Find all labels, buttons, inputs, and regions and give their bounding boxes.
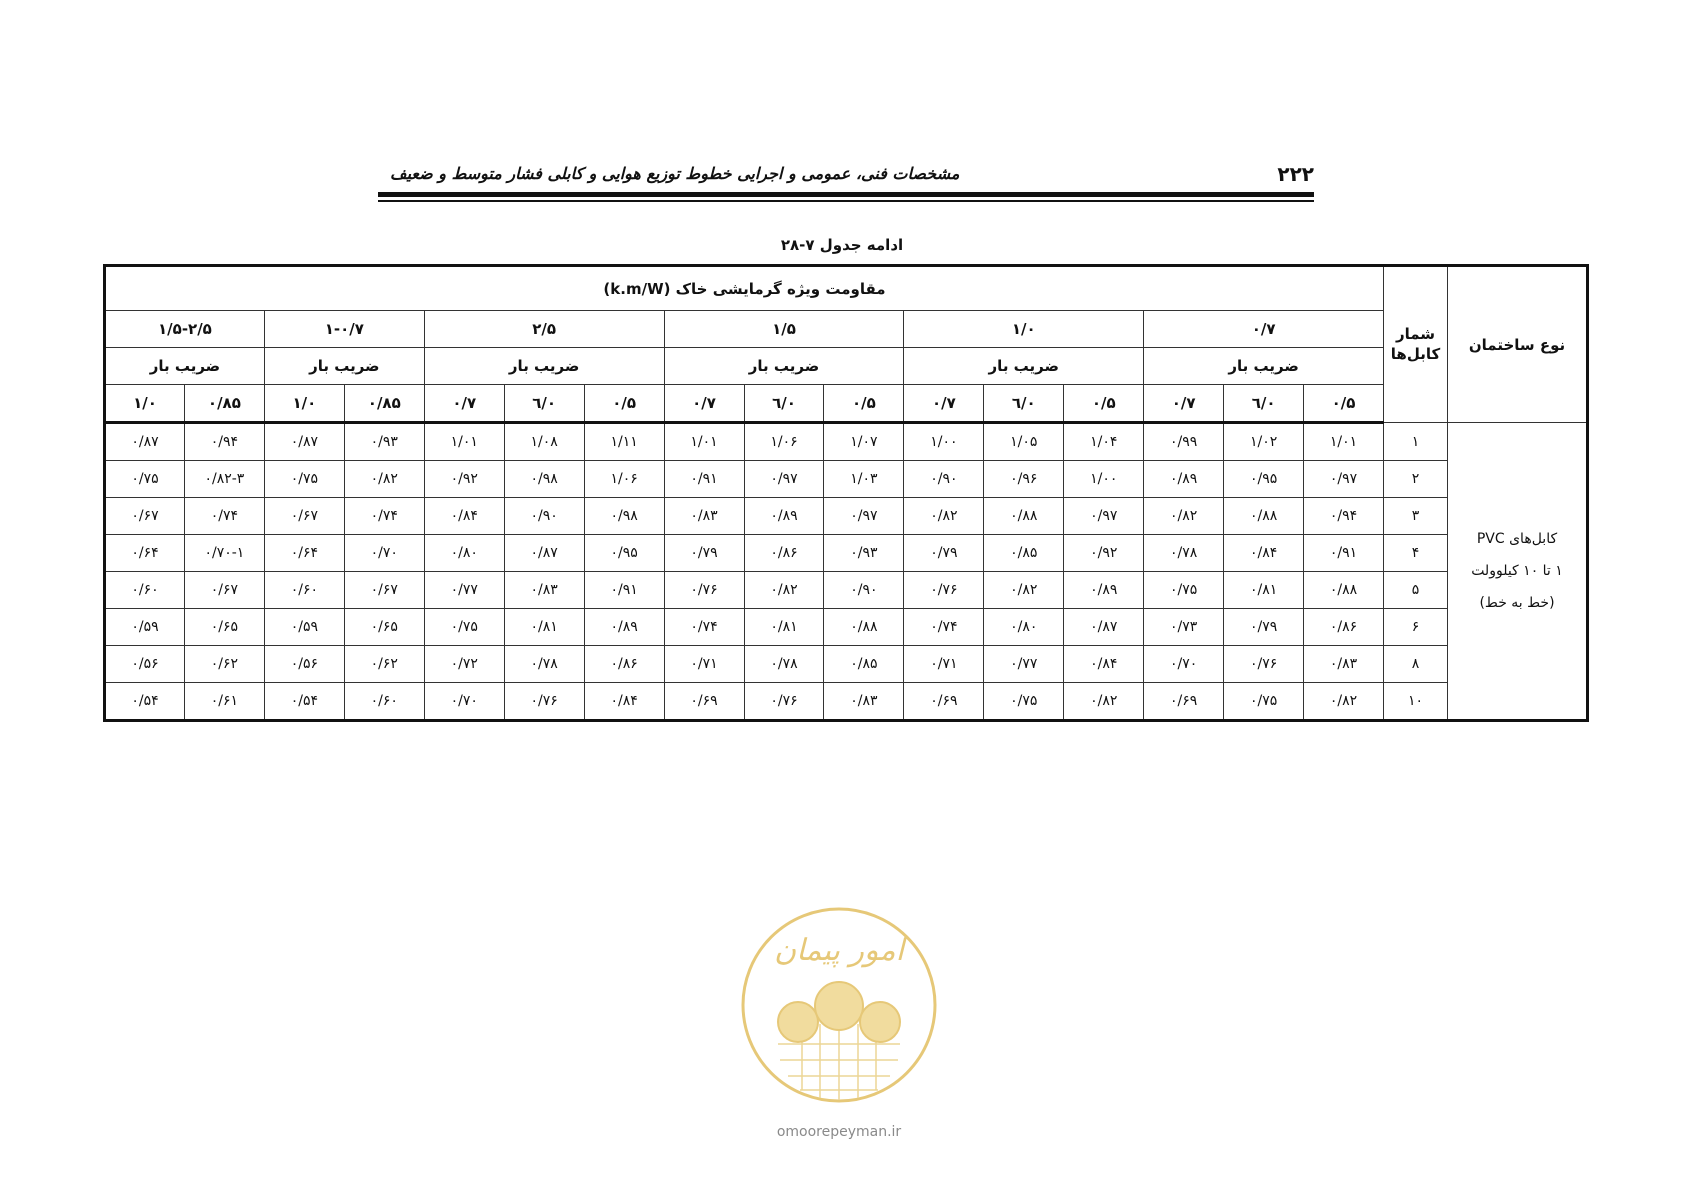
derating-factor-cell: ۰/۸۹ [1144,461,1224,498]
derating-factor-cell: ۰/۸۲ [1064,683,1144,721]
load-factor-value: ۰/٦ [504,385,584,423]
page-number: ۲۲۲ [1277,162,1314,186]
derating-factor-cell: ۱/۱۱ [584,423,664,461]
derating-factor-cell: ۰/۸۴ [1224,535,1304,572]
derating-factor-cell: ۰/۵۴ [105,683,185,721]
load-factor-label: ضریب بار [904,348,1144,385]
derating-factor-cell: ۰/۸۸ [1304,572,1384,609]
derating-factor-cell: ۰/۶۷ [105,498,185,535]
derating-factor-cell: ۰/۷۵ [984,683,1064,721]
derating-factor-cell: ۰/۶۷ [184,572,264,609]
derating-factor-cell: ۱/۰۸ [504,423,584,461]
header-row-resistance-values [105,311,1588,348]
derating-factor-cell: ۰/۶۰ [264,572,344,609]
logo-text: امور پیمان [774,933,904,968]
derating-factor-cell: ۰/۷۶ [904,572,984,609]
derating-factor-cell: ۰/۶۹ [904,683,984,721]
derating-factor-cell: ۰/۸۳ [824,683,904,721]
col-header-building-type: نوع ساختمان [1448,266,1588,423]
load-factor-label: ضریب بار [664,348,904,385]
derating-factor-cell: ۰/۹۴ [184,423,264,461]
building-type-line: کابل‌های PVC [1476,530,1558,547]
derating-factor-cell: ۰/۷۵ [1224,683,1304,721]
derating-factor-cell: ۱/۰۱ [424,423,504,461]
resistance-group-header: ۰/۷ [1144,311,1384,348]
header-row-load-factor [105,348,1588,385]
derating-factor-cell: ۰/۶۷ [264,498,344,535]
derating-factor-cell: ۰/۷۷ [424,572,504,609]
derating-factor-cell: ۰/۹۵ [1224,461,1304,498]
derating-factor-cell: ۰/۷۶ [1224,646,1304,683]
derating-factor-cell: ۰/۵۶ [264,646,344,683]
derating-factor-cell: ۰/۹۸ [584,498,664,535]
table-row [105,646,1588,683]
derating-factor-cell: ۰/۷۵ [105,461,185,498]
derating-factor-cell: ۰/۷۴ [664,609,744,646]
derating-factor-cell: ۰/۹۲ [1064,535,1144,572]
derating-factor-cell: ۰/۷۸ [744,646,824,683]
derating-factor-cell: ۰/۹۷ [744,461,824,498]
load-factor-label: ضریب بار [424,348,664,385]
table-row [105,461,1588,498]
load-factor-value: ۰/۸۵ [184,385,264,423]
derating-factor-cell: ۰/۷۵ [264,461,344,498]
derating-factor-cell: ۰/۷۹ [904,535,984,572]
table-row [105,535,1588,572]
derating-factor-cell: ۰/۶۴ [105,535,185,572]
derating-factor-cell: ۰/۸۲ [744,572,824,609]
derating-factor-cell: ۰/۸۲ [904,498,984,535]
load-factor-value: ۰/۵ [584,385,664,423]
cable-count-cell: ۲ [1384,461,1448,498]
derating-factor-cell: ۰/۷۰ [1144,646,1224,683]
derating-factor-cell: ۰/۸۷ [1064,609,1144,646]
derating-factor-cell: ۰/۸۳ [664,498,744,535]
table-row [105,498,1588,535]
load-factor-value: ۰/۵ [824,385,904,423]
cable-rating-table [103,264,1589,722]
derating-factor-cell: ۰/۸۷ [504,535,584,572]
derating-factor-cell: ۰/۹۹ [1144,423,1224,461]
derating-factor-cell: ۰/۸۸ [1224,498,1304,535]
derating-factor-cell: ۰/۷۴ [184,498,264,535]
load-factor-value: ۰/۷ [1144,385,1224,423]
watermark-url: omoorepeyman.ir [776,1124,902,1140]
derating-factor-cell: ۰/۷۵ [424,609,504,646]
derating-factor-cell: ۰/۹۱ [1304,535,1384,572]
derating-factor-cell: ۰/۸۷ [264,423,344,461]
derating-factor-cell: ۱/۰۶ [744,423,824,461]
derating-factor-cell: ۰/۸۱ [744,609,824,646]
building-type-line: (خط به خط) [1479,595,1555,612]
load-factor-label: ضریب بار [105,348,265,385]
derating-factor-cell: ۰/۸۰ [984,609,1064,646]
resistance-title: مقاومت ویژه گرمایشی خاک (k.m/W) [105,266,1384,311]
col-header-cable-count: شمار کابل‌ها [1384,266,1448,423]
derating-factor-cell: ۰/۸۲ [1144,498,1224,535]
table-container [103,264,1589,722]
resistance-group-header: ۱-۰/۷ [264,311,424,348]
derating-factor-cell: ۰/۸۴ [424,498,504,535]
derating-factor-cell: ۱/۰۱ [664,423,744,461]
derating-factor-cell: ۰/۸۶ [584,646,664,683]
watermark-logo [728,894,950,1116]
page-header [378,162,1314,202]
load-factor-value: ۱/۰ [264,385,344,423]
derating-factor-cell: ۰/۹۷ [1064,498,1144,535]
derating-factor-cell: ۰/۹۳ [824,535,904,572]
derating-factor-cell: ۰/۷۹ [1224,609,1304,646]
load-factor-value: ۰/۷ [424,385,504,423]
derating-factor-cell: ۰/۷۳ [1144,609,1224,646]
load-factor-value: ۰/٦ [744,385,824,423]
derating-factor-cell: ۰/۶۰ [344,683,424,721]
derating-factor-cell: ۰/۷۴ [904,609,984,646]
derating-factor-cell: ۰/۷۱ [904,646,984,683]
load-factor-value: ۰/۷ [904,385,984,423]
derating-factor-cell: ۰/۵۹ [105,609,185,646]
table-row [105,572,1588,609]
derating-factor-cell: ۰/۸۳ [1304,646,1384,683]
derating-factor-cell: ۰/۹۴ [1304,498,1384,535]
derating-factor-cell: ۰/۹۱ [584,572,664,609]
derating-factor-cell: ۰/۷۶ [504,683,584,721]
gear-icon-right [860,1002,900,1042]
watermark [728,894,950,1144]
derating-factor-cell: ۰/۹۸ [504,461,584,498]
derating-factor-cell: ۰/۸۶ [1304,609,1384,646]
derating-factor-cell: ۰/۷۰ [424,683,504,721]
cable-count-cell: ۳ [1384,498,1448,535]
derating-factor-cell: ۰/۸۲ [344,461,424,498]
table-row [105,423,1588,461]
derating-factor-cell: ۰/۸۹ [584,609,664,646]
derating-factor-cell: ۰/۶۹ [664,683,744,721]
derating-factor-cell: ۰/۸۰ [424,535,504,572]
derating-factor-cell: ۰/۹۰ [824,572,904,609]
cable-count-cell: ۱ [1384,423,1448,461]
header-row-load-factor-values [105,385,1588,423]
load-factor-value: ۰/۷ [664,385,744,423]
derating-factor-cell: ۰/۸۲-۳ [184,461,264,498]
derating-factor-cell: ۰/۹۲ [424,461,504,498]
derating-factor-cell: ۰/۸۲ [984,572,1064,609]
derating-factor-cell: ۰/۶۷ [344,572,424,609]
derating-factor-cell: ۰/۷۸ [504,646,584,683]
derating-factor-cell: ۰/۹۱ [664,461,744,498]
derating-factor-cell: ۰/۹۵ [584,535,664,572]
gear-icon-center [815,982,863,1030]
derating-factor-cell: ۱/۰۶ [584,461,664,498]
table-row [105,683,1588,721]
derating-factor-cell: ۰/۷۶ [664,572,744,609]
derating-factor-cell: ۰/۸۴ [584,683,664,721]
derating-factor-cell: ۰/۶۰ [105,572,185,609]
load-factor-value: ۰/۸۵ [344,385,424,423]
header-row-resistance [105,266,1588,311]
derating-factor-cell: ۱/۰۰ [1064,461,1144,498]
load-factor-label: ضریب بار [264,348,424,385]
cable-count-cell: ۶ [1384,609,1448,646]
derating-factor-cell: ۰/۸۶ [744,535,824,572]
derating-factor-cell: ۱/۰۷ [824,423,904,461]
cable-count-cell: ۴ [1384,535,1448,572]
load-factor-value: ۱/۰ [105,385,185,423]
derating-factor-cell: ۰/۵۶ [105,646,185,683]
derating-factor-cell: ۰/۸۹ [1064,572,1144,609]
derating-factor-cell: ۰/۷۷ [984,646,1064,683]
derating-factor-cell: ۰/۸۲ [1304,683,1384,721]
derating-factor-cell: ۰/۵۹ [264,609,344,646]
derating-factor-cell: ۰/۶۲ [184,646,264,683]
derating-factor-cell: ۰/۷۰-۱ [184,535,264,572]
derating-factor-cell: ۰/۷۴ [344,498,424,535]
derating-factor-cell: ۰/۹۷ [1304,461,1384,498]
resistance-group-header: ۱/۵-۲/۵ [105,311,265,348]
header-rule-thin [378,200,1314,202]
load-factor-value: ۰/٦ [1224,385,1304,423]
derating-factor-cell: ۰/۸۵ [824,646,904,683]
derating-factor-cell: ۰/۷۱ [664,646,744,683]
derating-factor-cell: ۰/۶۵ [184,609,264,646]
derating-factor-cell: ۰/۹۰ [504,498,584,535]
derating-factor-cell: ۰/۹۶ [984,461,1064,498]
derating-factor-cell: ۰/۸۱ [504,609,584,646]
derating-factor-cell: ۰/۶۲ [344,646,424,683]
derating-factor-cell: ۰/۸۵ [984,535,1064,572]
resistance-group-header: ۲/۵ [424,311,664,348]
derating-factor-cell: ۰/۹۰ [904,461,984,498]
book-title: مشخصات فنی، عمومی و اجرایی خطوط توزیع هوایی و کابلی فشار متوسط و ضعیف [390,164,960,183]
derating-factor-cell: ۱/۰۵ [984,423,1064,461]
load-factor-value: ۰/۵ [1304,385,1384,423]
derating-factor-cell: ۰/۶۵ [344,609,424,646]
building-type-cell [1448,423,1588,721]
derating-factor-cell: ۰/۵۴ [264,683,344,721]
load-factor-value: ۰/۵ [1064,385,1144,423]
resistance-group-header: ۱/۰ [904,311,1144,348]
derating-factor-cell: ۱/۰۳ [824,461,904,498]
derating-factor-cell: ۱/۰۴ [1064,423,1144,461]
derating-factor-cell: ۱/۰۱ [1304,423,1384,461]
load-factor-value: ۰/٦ [984,385,1064,423]
cable-count-cell: ۸ [1384,646,1448,683]
derating-factor-cell: ۰/۷۰ [344,535,424,572]
derating-factor-cell: ۰/۷۵ [1144,572,1224,609]
header-rule [378,192,1314,197]
derating-factor-cell: ۰/۸۸ [824,609,904,646]
table-caption: ادامه جدول ۷-۲۸ [780,236,904,254]
derating-factor-cell: ۰/۶۱ [184,683,264,721]
gear-icon [778,1002,818,1042]
derating-factor-cell: ۰/۸۷ [105,423,185,461]
derating-factor-cell: ۰/۶۹ [1144,683,1224,721]
derating-factor-cell: ۰/۷۲ [424,646,504,683]
cable-count-cell: ۵ [1384,572,1448,609]
load-factor-label: ضریب بار [1144,348,1384,385]
derating-factor-cell: ۰/۸۸ [984,498,1064,535]
derating-factor-cell: ۱/۰۲ [1224,423,1304,461]
resistance-group-header: ۱/۵ [664,311,904,348]
derating-factor-cell: ۰/۹۳ [344,423,424,461]
building-type-line: ۱ تا ۱۰ کیلوولت [1471,562,1563,579]
cable-count-cell: ۱۰ [1384,683,1448,721]
derating-factor-cell: ۰/۹۷ [824,498,904,535]
derating-factor-cell: ۰/۶۴ [264,535,344,572]
table-row [105,609,1588,646]
derating-factor-cell: ۰/۸۱ [1224,572,1304,609]
derating-factor-cell: ۰/۸۳ [504,572,584,609]
derating-factor-cell: ۱/۰۰ [904,423,984,461]
derating-factor-cell: ۰/۷۸ [1144,535,1224,572]
derating-factor-cell: ۰/۸۴ [1064,646,1144,683]
derating-factor-cell: ۰/۷۹ [664,535,744,572]
derating-factor-cell: ۰/۸۹ [744,498,824,535]
derating-factor-cell: ۰/۷۶ [744,683,824,721]
